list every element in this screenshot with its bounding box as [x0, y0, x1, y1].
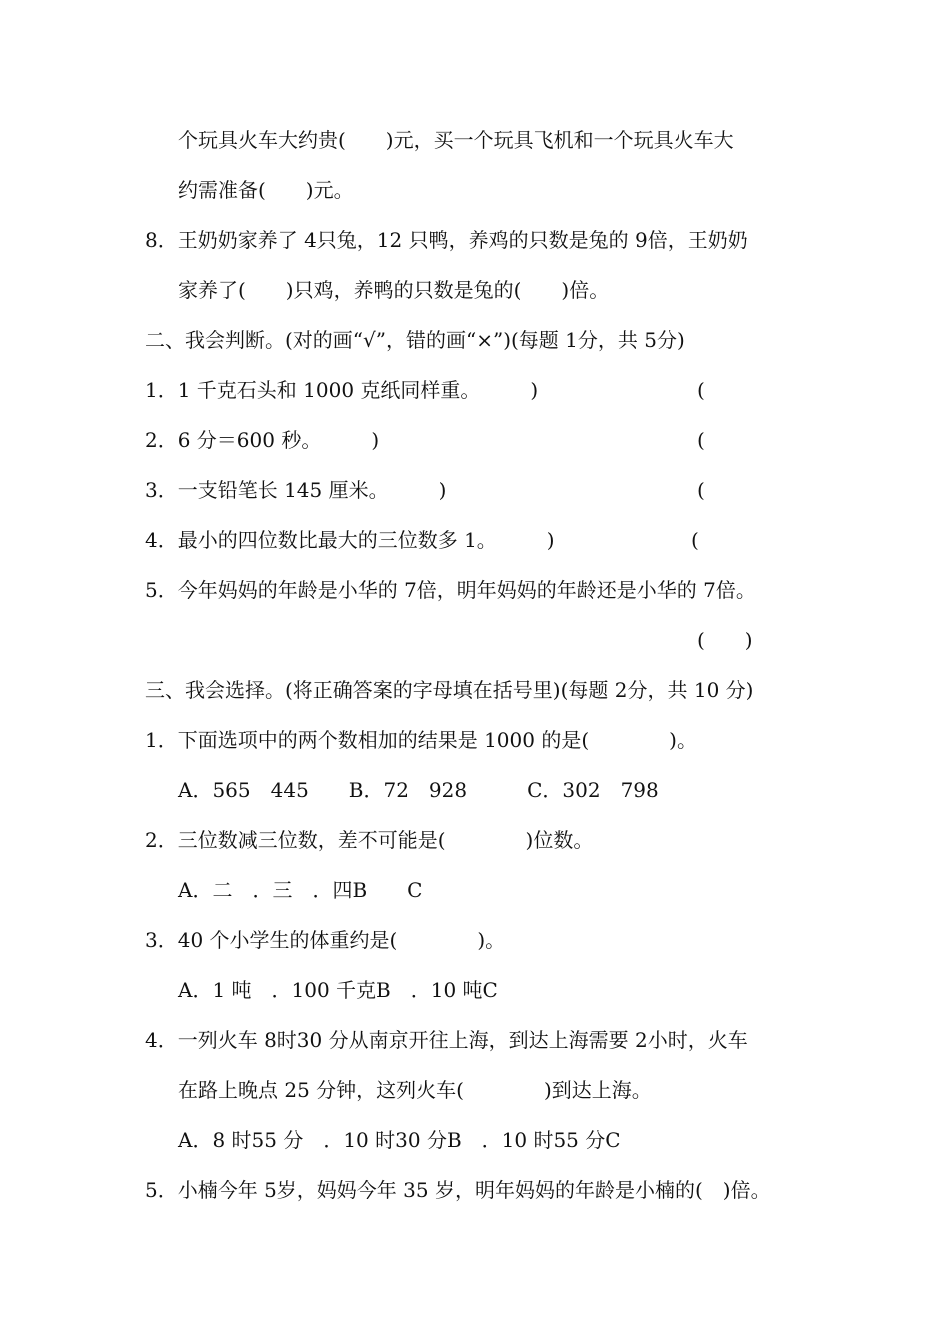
- line-q7-continued: 个玩具火车大约贵( )元，买一个玩具飞机和一个玩具火车大: [178, 128, 734, 152]
- judge-2: 2．6 分＝600 秒。 ): [145, 428, 380, 452]
- section-3-heading: 三、我会选择。(将正确答案的字母填在括号里)(每题 2分，共 10 分): [145, 678, 754, 702]
- question-8-line-2: 家养了( )只鸡，养鸭的只数是兔的( )倍。: [178, 278, 610, 302]
- judge-5-paren: ( ): [697, 628, 753, 652]
- judge-1-paren: (: [697, 378, 705, 402]
- judge-3: 3．一支铅笔长 145 厘米。 ): [145, 478, 447, 502]
- judge-2-paren: (: [697, 428, 705, 452]
- section-2-heading: 二、我会判断。(对的画“√”，错的画“×”)(每题 1分，共 5分): [145, 328, 685, 352]
- choice-3-options: A．1 吨 ．100 千克B ．10 吨C: [178, 978, 498, 1002]
- choice-2-options: A．二 ．三 ．四B C: [178, 878, 423, 902]
- choice-4-options: A．8 时55 分 ．10 时30 分B ．10 时55 分C: [178, 1128, 621, 1152]
- choice-3: 3．40 个小学生的体重约是( )。: [145, 928, 506, 952]
- question-8-line-1: 8．王奶奶家养了 4只兔，12 只鸭，养鸡的只数是兔的 9倍，王奶奶: [145, 228, 748, 252]
- choice-5: 5．小楠今年 5岁，妈妈今年 35 岁，明年妈妈的年龄是小楠的( )倍。: [145, 1178, 771, 1202]
- choice-1: 1．下面选项中的两个数相加的结果是 1000 的是( )。: [145, 728, 697, 752]
- judge-5: 5．今年妈妈的年龄是小华的 7倍，明年妈妈的年龄还是小华的 7倍。: [145, 578, 756, 602]
- choice-1-options: A．565 445 B．72 928 C．302 798: [178, 778, 659, 802]
- choice-4-line-1: 4．一列火车 8时30 分从南京开往上海，到达上海需要 2小时，火车: [145, 1028, 748, 1052]
- choice-4-line-2: 在路上晚点 25 分钟，这列火车( )到达上海。: [178, 1078, 652, 1102]
- judge-4: 4．最小的四位数比最大的三位数多 1。 ): [145, 528, 555, 552]
- judge-3-paren: (: [697, 478, 705, 502]
- line-q7-end: 约需准备( )元。: [178, 178, 354, 202]
- choice-2: 2．三位数减三位数，差不可能是( )位数。: [145, 828, 594, 852]
- judge-1: 1．1 千克石头和 1000 克纸同样重。 ): [145, 378, 539, 402]
- judge-4-paren: (: [691, 528, 699, 552]
